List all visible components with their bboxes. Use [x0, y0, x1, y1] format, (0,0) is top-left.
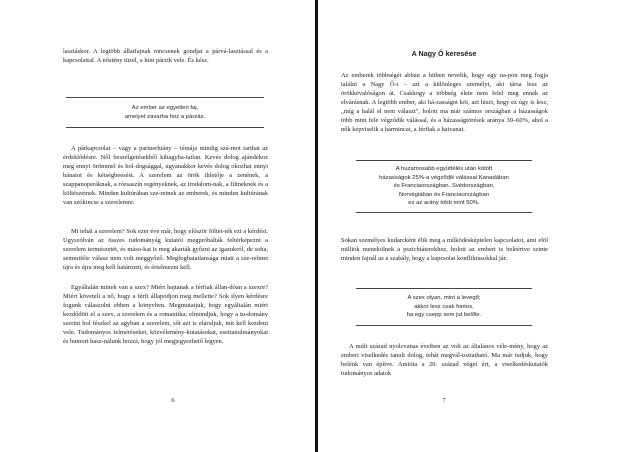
section-title: A Nagy Ő keresése — [411, 49, 477, 58]
right-quote2-line-3: ha egy csepp sem jut belőle. — [406, 312, 482, 319]
right-quote-box-2 — [356, 288, 532, 326]
left-quote-line-2: amelyet zavarba hoz a párzás. — [124, 113, 206, 120]
right-page-number: 7 — [442, 397, 446, 404]
right-quote1-line-1: A huzamosabb együttélés után kötött — [395, 166, 493, 172]
right-quote1-line-5: ez az arány több mint 50%. — [408, 200, 480, 207]
right-paragraph-1: Az emberek többségét abban a hitben nevelik, hogy egy na-pon meg fogja találni a Nagy Ő-t – azt a különleges személyt, aki társa lesz az örökkévalóságon át. Csakhogy a többség élete nem felel meg ennek az elvárásnak. A legtöbb ember, aki há-zasságot köt, azt hiszi, hogy ez úgy is lesz, „míg a halál el nem választ", holott ma már számos országban a házasságok több mint fele végződik válással, és a házasságtörések aránya 30–60%, ahol a nők képviselik a harmincat, a férfiak a hatvanat. — [341, 72, 548, 133]
left-paragraph-1: A párkapcsolat – vagy a partnerhiány – témája mindig szá-mot tarthat az érdeklődésre. Nől beszélgetésekből kihagyha-tatlan. Kevés dolog ajándékoz meg ennyi örömmel és bol-dogsággal, ugyanakkor kevés dolog okozhat ennyi bánatot és kétségbeesést. A szerelem az örök ihletője a zenének, a szappanoperáknak, a rózsaszín regényeknek, az irodalom-nak, a filmeknek és a költészetnek. Minden kultúrában sze-retnek az emberek, és minden kultúrának van szókincse a szerelemre. — [63, 145, 268, 206]
right-page — [318, 0, 638, 452]
left-page-number: 6 — [171, 397, 175, 404]
right-quote2-line-1: A szex olyan, mint a levegő; — [407, 295, 481, 301]
left-quote-line-1: Az ember az egyetlen faj, — [131, 105, 199, 111]
right-quote1-line-3: és Franciaországban. Svédországban, — [393, 183, 495, 190]
left-intro-paragraph: lasztáskor. A legtöbb állatfajnak nincsenek gondjai a párvá-lasztással és a kapcsolattal. A nőstény tüzel, a hím párzik vele. És kész. — [63, 48, 268, 64]
right-paragraph-2: Sokan személyes kudarcként élik meg a működésképtelen kapcsolatot, ami elöl milliók menekülnek a pszichiáterekhez, holott az embert is beleértve szinte minden fajnál az a szabály, hogy a kapcsolat konfliktusokkal jár. — [341, 237, 548, 262]
right-quote1-line-4: Norvégiában és Franciaországban — [398, 191, 490, 198]
left-paragraph-2: Mi tehát a szerelem? Sok ezer éve már, hogy először föltet-ték ezt a kérdést. Úgyszólván az összes tudományág kutatói megpróbálták feltérképezni a szerelem természetét, és máso-kat is meg akarták győzni az igazukról, de soha, semmiféle válasz nem volt meggyőző. Megfoghatatlansága miatt a sze-relmet újra és újra meg kell határozni, és értelmezni kell. — [63, 228, 268, 271]
left-quote-box — [66, 97, 264, 128]
right-quote2-line-2: akkor lesz csak fontos, — [414, 303, 474, 310]
right-quote-box-1 — [356, 160, 532, 213]
left-paragraph-3: Egyáltalán minek van a szex? Miért hajtanak a férfiak állan-dóan a szexre? Miért követeli a nő, hogy a férfi állapodjon meg mellette? Sok ilyen kérdésre fogunk válaszolni ebben a könyvben. Megmutatjuk, hogy egyáltalán miért kezdődött el a szex, a szerelem és a romantika; elmondjuk, hogy a tu-domány szerint hol fészkel az agyban a szerelem, sőt azt is eláruljuk, mit kell kezdeni vele. Tudományos felméréseket, közvélemény-kutatásokat, esettanulmányokat és humort hasz-nálunk hozzá, hogy jól megjegyezhető legyen. — [63, 284, 268, 345]
right-quote1-line-2: házasságok 25%-a végződik válással Kanadában — [379, 174, 509, 181]
left-page — [0, 0, 316, 452]
right-paragraph-3: A múlt század nyolcvanas éveiben az volt az általános véle-mény, hogy az emberi viselkedés tanult dolog, tehát megvál-toztatható. Ma már tudjuk, hogy belénk van építve. Amióta a 20. század véget ért, a viselkedéskutatók tudományos adatok — [341, 343, 548, 377]
